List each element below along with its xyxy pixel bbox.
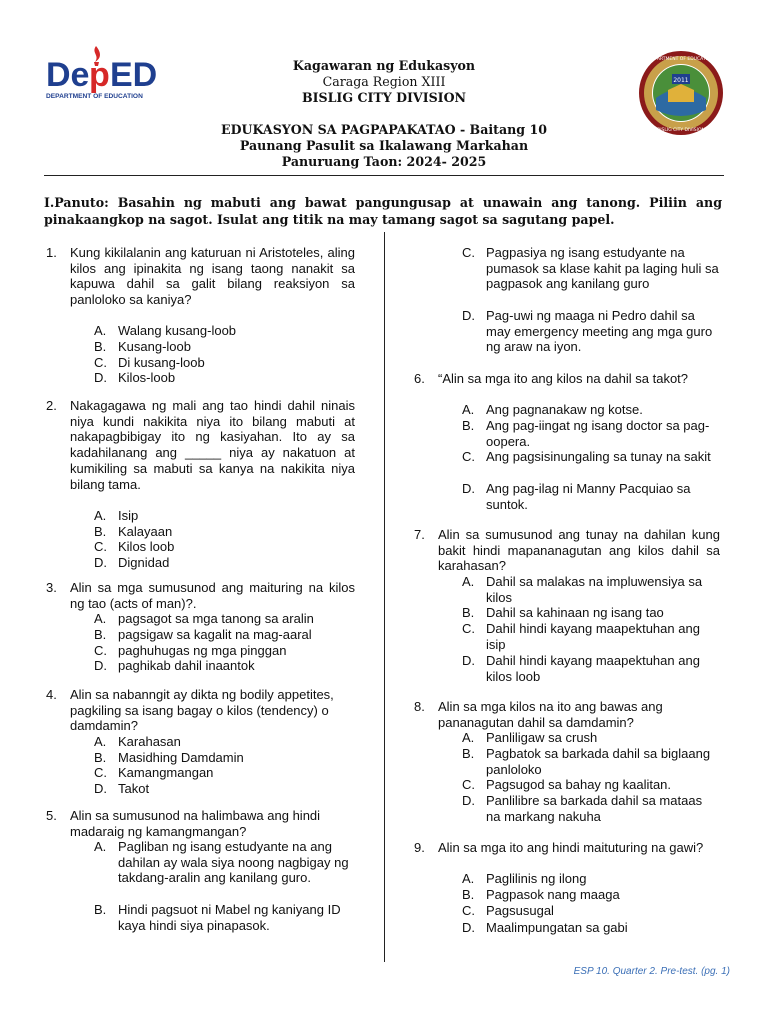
- question-number: 1.: [46, 245, 57, 260]
- svg-text:ED: ED: [110, 56, 158, 94]
- question-text: Alin sa sumusunod na halimbawa ang hindi madaraig ng kamangmangan?: [70, 808, 321, 839]
- question-number: 6.: [414, 371, 425, 386]
- question-text: Alin sa mga kilos na ito ang bawas ang pananagutan dahil sa damdamin?: [438, 699, 663, 730]
- division-seal: [638, 50, 724, 136]
- column-divider: [384, 232, 385, 962]
- header-region: Caraga Region XIII: [322, 74, 446, 89]
- question-text: Alin sa nabanngit ay dikta ng bodily appetites, pagkiling sa isang bagay o kilos (tendency) o damdamin?: [70, 687, 334, 734]
- school-year: Panuruang Taon: 2024- 2025: [281, 154, 487, 169]
- svg-text:BISLIG CITY DIVISION: BISLIG CITY DIVISION: [657, 128, 705, 133]
- svg-text:De: De: [46, 56, 90, 94]
- svg-text:p: p: [89, 56, 110, 94]
- exam-page: De p ED DEPARTMENT OF EDUCATION Kagawaran ng Edukasyon Caraga Region XIII BISLIG CITY DIVISION EDUKASYON SA PAGPAPAKATAO - Baitang 10 Paunang Pasulit sa Ikalawang Markahan Panuruang Taon: 2024- 2025 2011 DEPARTMENT OF EDUCATION BISLIG CITY DIVISION I.Panuto: Basahin ng mabuti ang bawat pangungusap at unawain ang tanong. Piliin ang pinakaangkop na sagot. Isulat ang titik na may tamang sagot sa sagutang papel. 1. Kung kikilalanin ang katuruan ni Aristoteles, aling kilos ang ipinakita ng isang taong nanakit sa kapuwa dahil sa galit bilang reaksiyon sa panloloko sa kaniya? A. Walang kusang-loob B. Kusang-loob C. Di kusang-loob D. Kilos-loob 2. Nakagagawa ng mali ang tao hindi dahil ninais niya kundi nakikita niya ito bilang mabuti at nakapagbibigay ito ng kasiyahan. Ito ay sa kadahilanang ang _____ niya ay nakatuon at kumikiling sa mabuti sa kanya na nakikita niya bilang tama. A. Isip B. Kalayaan C. Kilos loob D. Dignidad 3. Alin sa mga sumusunod ang maituring na kilos ng tao (acts of man)?. A. pagsagot sa mga tanong sa aralin B. pagsigaw sa kagalit na mag-aaral C. paghuhugas ng mga pinggan D. paghikab dahil inaantok 4. Alin sa nabanngit ay dikta ng bodily appetites, pagkiling sa isang bagay o kilos (tendency) o damdamin? A. Karahasan B. Masidhing Damdamin C. Kamangmangan D. Takot 5. Alin sa sumusunod na halimbawa ang hindi madaraig ng kamangmangan? A. Pagliban ng isang estudyante na ang dahilan ay wala siya noong nagbigay ng takdang-aralin ang kanilang guro. B. Hindi pagsuot ni Mabel ng kaniyang ID kaya hindi siya pinapasok. C. Pagpasiya ng isang estudyante na pumasok sa klase kahit pa laging huli sa pagpasok ang kanilang guro D. Pag-uwi ng maaga ni Pedro dahil sa may emergency meeting ang mga guro ng araw na iyon. 6. “Alin sa mga ito ang kilos na dahil sa takot? A. Ang pagnanakaw ng kotse. B. Ang pag-iingat ng isang doctor sa pag-oopera. C. Ang pagsisinungaling sa tunay na sakit D. Ang pag-ilag ni Manny Pacquiao sa suntok. 7. Alin sa sumusunod ang tunay na dahilan kung bakit hindi mapananagutan ang kilos dahil sa karahasan? A. Dahil sa malakas na impluwensiya sa kilos B. Dahil sa kahinaan ng isang tao C. Dahil hindi kayang maapektuhan ang isip D. Dahil hindi kayang maapektuhan ang kilos loob 8. Alin sa mga kilos na ito ang bawas ang pananagutan dahil sa damdamin? A. Panliligaw sa crush B. Pagbatok sa barkada dahil sa biglaang panloloko C. Pagsugod sa bahay ng kaalitan. D. Panlilibre sa barkada dahil sa mataas na markang nakuha 9. Alin sa mga ito ang hindi maituturing na gawi? A. Paglilinis ng ilong B. Pagpasok nang maaga C. Pagsusugal D. Maalimpungatan sa gabi ESP 10. Quarter 2. Pre-test. (pg. 1): [0, 0, 768, 1024]
- question-text: Alin sa sumusunod ang tunay na dahilan kung bakit hindi mapananagutan ang kilos dahil sa karahasan?: [438, 527, 720, 574]
- instructions: I.Panuto: Basahin ng mabuti ang bawat pangungusap at unawain ang tanong. Piliin ang pinakaangkop na sagot. Isulat ang titik na may tamang sagot sa sagutang papel.: [44, 195, 722, 227]
- question-number: 9.: [414, 840, 425, 855]
- question-text: “Alin sa mga ito ang kilos na dahil sa takot?: [438, 371, 689, 386]
- question-text: Kung kikilalanin ang katuruan ni Aristoteles, aling kilos ang ipinakita ng isang taong nanakit sa kapuwa dahil sa galit bilang reaksiyon sa panloloko sa kaniya?: [70, 245, 355, 308]
- header-divider-line: [44, 175, 724, 176]
- page-footer: ESP 10. Quarter 2. Pre-test. (pg. 1): [573, 966, 730, 977]
- question-number: 5.: [46, 808, 57, 823]
- question-number: 3.: [46, 580, 57, 595]
- exam-title: Paunang Pasulit sa Ikalawang Markahan: [239, 138, 529, 153]
- question-number: 2.: [46, 398, 57, 413]
- svg-text:2011: 2011: [673, 77, 689, 84]
- exam-subject: EDUKASYON SA PAGPAPAKATAO - Baitang 10: [220, 122, 547, 137]
- svg-text:DEPARTMENT OF EDUCATION: DEPARTMENT OF EDUCATION: [648, 57, 714, 62]
- question-text: Nakagagawa ng mali ang tao hindi dahil ninais niya kundi nakikita niya ito bilang mabuti at nakapagbibigay ito ng kasiyahan. Ito ay sa kadahilanang ang _____ niya ay nakatuon at kumikiling sa mabuti sa kanya na nakikita niya bilang tama.: [70, 398, 355, 492]
- logo-subtitle: DEPARTMENT OF EDUCATION: [46, 93, 143, 100]
- question-number: 7.: [414, 527, 425, 542]
- header-division: BISLIG CITY DIVISION: [301, 90, 467, 105]
- question-number: 8.: [414, 699, 425, 714]
- question-text: Alin sa mga sumusunod ang maituring na kilos ng tao (acts of man)?.: [70, 580, 355, 611]
- question-text: Alin sa mga ito ang hindi maituturing na gawi?: [438, 840, 704, 855]
- header-department: Kagawaran ng Edukasyon: [292, 58, 476, 73]
- question-number: 4.: [46, 687, 57, 702]
